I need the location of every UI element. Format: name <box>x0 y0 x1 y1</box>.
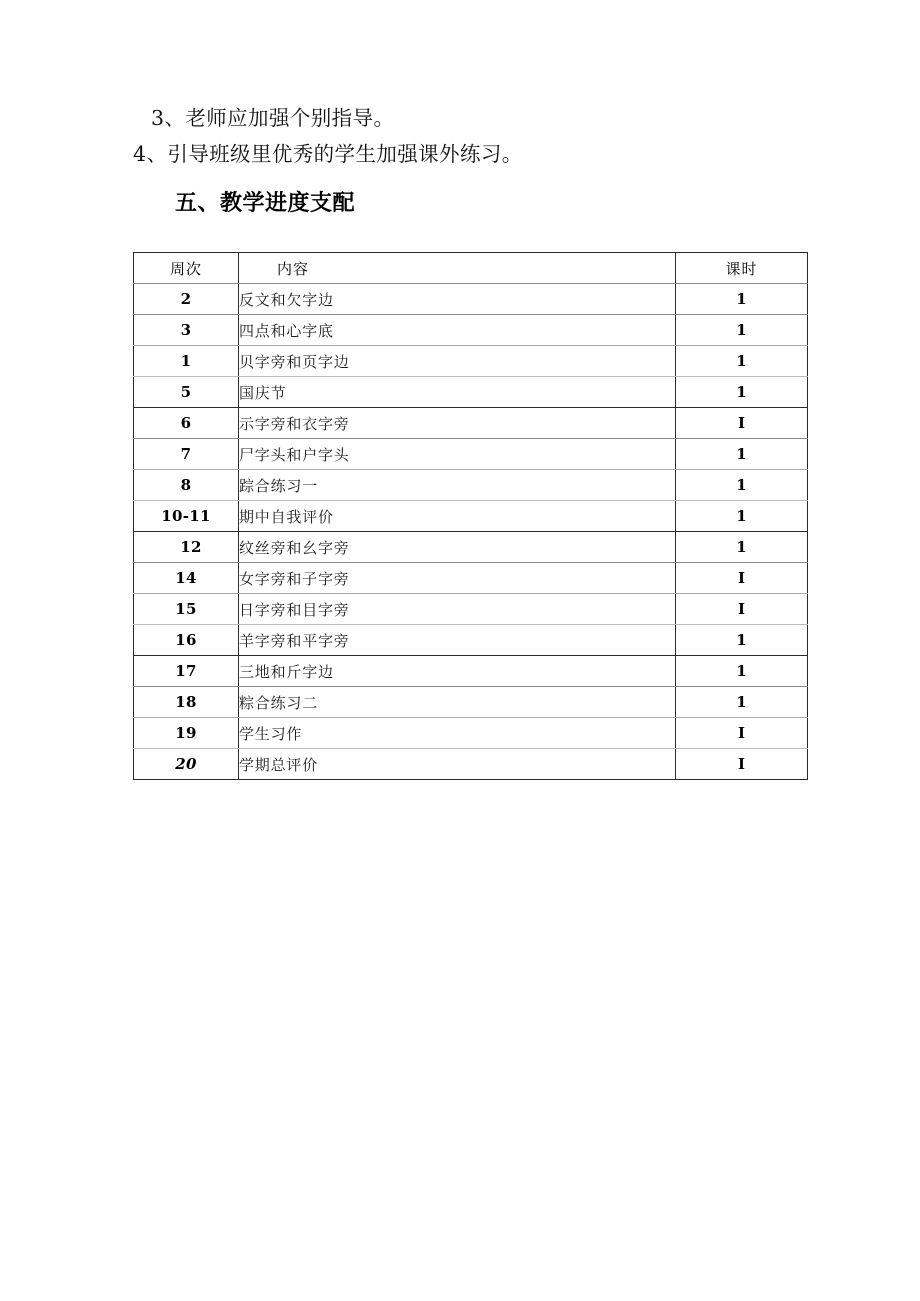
column-header-content: 内容 <box>239 253 676 284</box>
table-row <box>134 625 808 656</box>
table-row <box>134 315 808 346</box>
cell-week: 17 <box>134 656 239 687</box>
cell-content: 粽合练习二 <box>239 687 676 718</box>
table-header-row <box>134 253 808 284</box>
cell-hours: 1 <box>676 501 808 532</box>
cell-hours: 1 <box>676 346 808 377</box>
table-row <box>134 532 808 563</box>
cell-hours: 1 <box>676 532 808 563</box>
cell-content: 女字旁和子字旁 <box>239 563 676 594</box>
cell-content: 日字旁和目字旁 <box>239 594 676 625</box>
cell-hours: I <box>676 408 808 439</box>
cell-hours: I <box>676 718 808 749</box>
cell-hours: 1 <box>676 377 808 408</box>
cell-week: 16 <box>134 625 239 656</box>
cell-week: 3 <box>134 315 239 346</box>
table-row <box>134 749 808 780</box>
column-header-week: 周次 <box>134 253 239 284</box>
cell-content: 学期总评价 <box>239 749 676 780</box>
cell-hours: 1 <box>676 656 808 687</box>
cell-week: 20 <box>134 749 239 780</box>
cell-hours: 1 <box>676 284 808 315</box>
cell-week: 12 <box>134 532 239 563</box>
cell-hours: I <box>676 594 808 625</box>
cell-content: 学生习作 <box>239 718 676 749</box>
column-header-hours: 课时 <box>676 253 808 284</box>
cell-content: 三地和斤字边 <box>239 656 676 687</box>
cell-week: 1 <box>134 346 239 377</box>
cell-content: 示字旁和衣字旁 <box>239 408 676 439</box>
cell-week: 10-11 <box>134 501 239 532</box>
cell-content: 羊字旁和平字旁 <box>239 625 676 656</box>
cell-week: 15 <box>134 594 239 625</box>
cell-week: 14 <box>134 563 239 594</box>
section-heading: 五、教学进度支配 <box>175 191 356 216</box>
cell-week: 8 <box>134 470 239 501</box>
table-row <box>134 501 808 532</box>
cell-content: 贝字旁和页字边 <box>239 346 676 377</box>
cell-content: 纹丝旁和幺字旁 <box>239 532 676 563</box>
intro-line-3: 3、老师应加强个别指导。 <box>151 106 395 130</box>
table-row <box>134 656 808 687</box>
cell-hours: 1 <box>676 439 808 470</box>
cell-hours: I <box>676 749 808 780</box>
table-row <box>134 377 808 408</box>
table-row <box>134 594 808 625</box>
cell-hours: I <box>676 563 808 594</box>
table-row <box>134 346 808 377</box>
cell-week: 2 <box>134 284 239 315</box>
cell-content: 踪合练习一 <box>239 470 676 501</box>
table-row <box>134 284 808 315</box>
table-row <box>134 687 808 718</box>
cell-hours: 1 <box>676 470 808 501</box>
cell-week: 19 <box>134 718 239 749</box>
cell-week: 6 <box>134 408 239 439</box>
schedule-table-container <box>133 252 807 780</box>
table-row <box>134 439 808 470</box>
cell-content: 尸字头和户字头 <box>239 439 676 470</box>
table-row <box>134 470 808 501</box>
cell-week: 5 <box>134 377 239 408</box>
intro-paragraph-list <box>133 100 813 172</box>
cell-week: 7 <box>134 439 239 470</box>
table-row <box>134 563 808 594</box>
intro-line-4: 4、引导班级里优秀的学生加强课外练习。 <box>133 142 523 166</box>
cell-hours: 1 <box>676 625 808 656</box>
table-row <box>134 718 808 749</box>
table-row <box>134 408 808 439</box>
cell-content: 国庆节 <box>239 377 676 408</box>
cell-content: 反文和欠字边 <box>239 284 676 315</box>
cell-hours: 1 <box>676 315 808 346</box>
cell-week: 18 <box>134 687 239 718</box>
schedule-table <box>133 252 808 780</box>
cell-content: 期中自我评价 <box>239 501 676 532</box>
cell-hours: 1 <box>676 687 808 718</box>
cell-content: 四点和心字底 <box>239 315 676 346</box>
